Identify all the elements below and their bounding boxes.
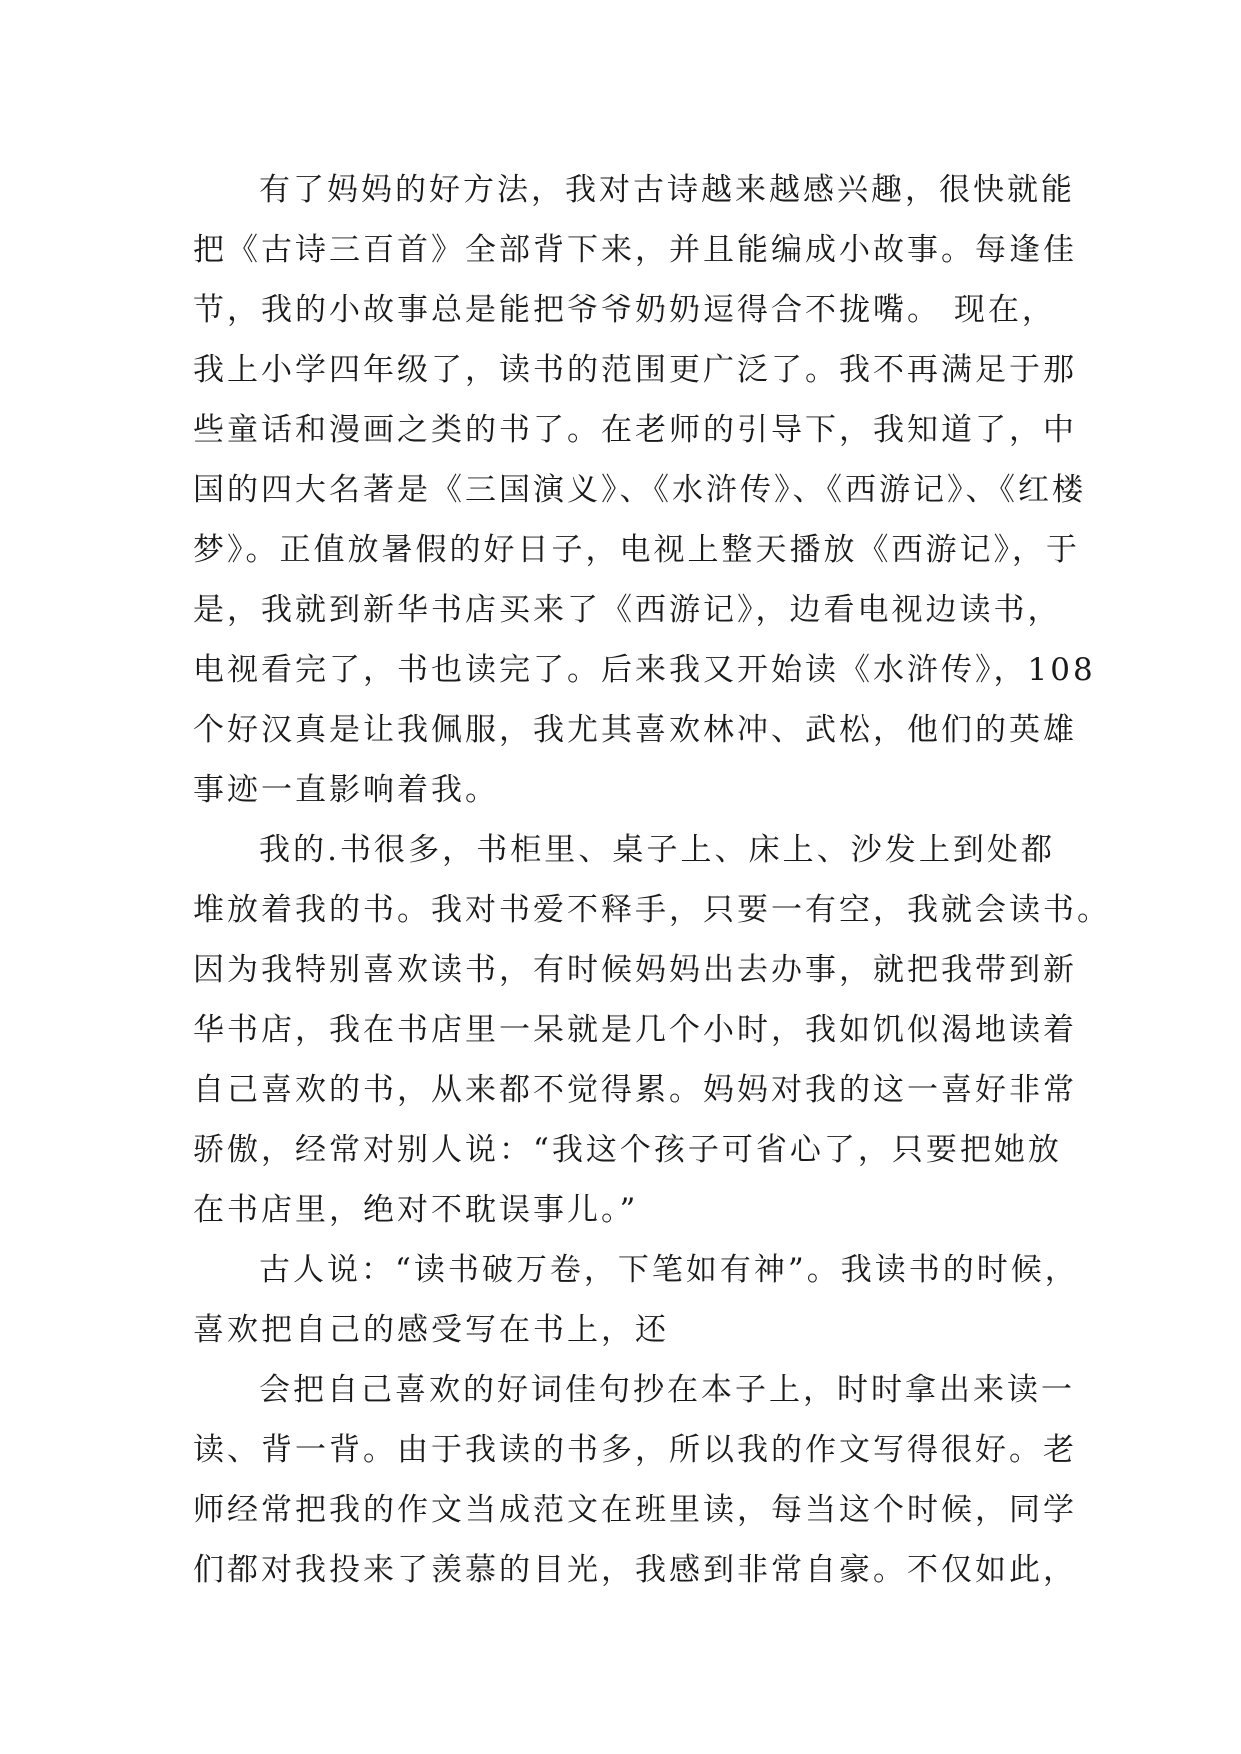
text-line: 我的.书很多，书柜里、桌子上、床上、沙发上到处都 xyxy=(259,832,1055,868)
text-line: 因为我特别喜欢读书，有时候妈妈出去办事，就把我带到新 xyxy=(193,952,1077,988)
text-line: 事迹一直影响着我。 xyxy=(193,772,499,808)
text-line: 喜欢把自己的感受写在书上，还 xyxy=(193,1312,669,1348)
text-line: 有了妈妈的好方法，我对古诗越来越感兴趣，很快就能 xyxy=(259,172,1075,208)
text-line: 我上小学四年级了，读书的范围更广泛了。我不再满足于那 xyxy=(193,352,1077,388)
text-line: 国的四大名著是《三国演义》、《水浒传》、《西游记》、《红楼 xyxy=(193,472,1086,508)
text-line: 梦》。正值放暑假的好日子，电视上整天播放《西游记》，于 xyxy=(193,532,1080,568)
body-text xyxy=(193,160,1111,1600)
text-line: 华书店，我在书店里一呆就是几个小时，我如饥似渴地读着 xyxy=(193,1012,1077,1048)
text-line: 们都对我投来了羡慕的目光，我感到非常自豪。不仅如此， xyxy=(193,1552,1077,1588)
text-line: 会把自己喜欢的好词佳句抄在本子上，时时拿出来读一 xyxy=(259,1372,1075,1408)
text-line: 古人说：“读书破万卷，下笔如有神”。我读书的时候， xyxy=(259,1252,1079,1288)
text-line: 师经常把我的作文当成范文在班里读，每当这个时候，同学 xyxy=(193,1492,1077,1528)
text-line: 电视看完了，书也读完了。后来我又开始读《水浒传》，108 xyxy=(193,652,1096,688)
text-line: 堆放着我的书。我对书爱不释手，只要一有空，我就会读书。 xyxy=(193,892,1111,928)
text-line: 是，我就到新华书店买来了《西游记》，边看电视边读书， xyxy=(193,592,1062,628)
text-line: 个好汉真是让我佩服，我尤其喜欢林冲、武松，他们的英雄 xyxy=(193,712,1077,748)
text-line: 读、背一背。由于我读的书多，所以我的作文写得很好。老 xyxy=(193,1432,1077,1468)
text-line: 把《古诗三百首》全部背下来，并且能编成小故事。每逢佳 xyxy=(193,232,1077,268)
text-line: 节，我的小故事总是能把爷爷奶奶逗得合不拢嘴。 现在， xyxy=(193,292,1056,328)
text-line: 骄傲，经常对别人说：“我这个孩子可省心了，只要把她放 xyxy=(193,1132,1062,1168)
text-line: 些童话和漫画之类的书了。在老师的引导下，我知道了，中 xyxy=(193,412,1077,448)
text-line: 自己喜欢的书，从来都不觉得累。妈妈对我的这一喜好非常 xyxy=(193,1072,1077,1108)
text-line: 在书店里，绝对不耽误事儿。” xyxy=(193,1192,639,1228)
